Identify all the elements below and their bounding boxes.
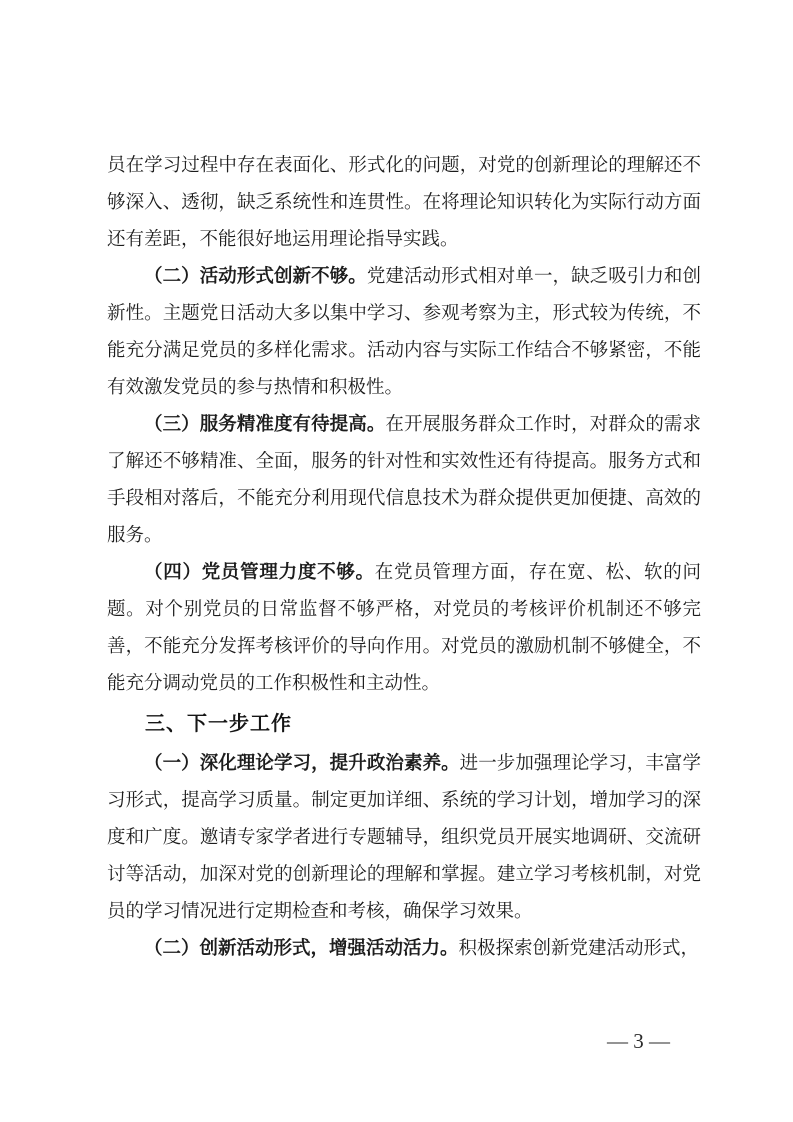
paragraph-next-step-2 [107, 931, 701, 968]
paragraph-lead: （四）党员管理力度不够。 [144, 563, 375, 583]
paragraph-text: 员在学习过程中存在表面化、形式化的问题，对党的创新理论的理解还不够深入、透彻，缺乏系统性和连贯性。在将理论知识转化为实际行动方面还有差距，不能很好地运用理论指导实践。 [107, 156, 701, 250]
paragraph-lead: （二）创新活动形式，增强活动活力。 [144, 939, 459, 959]
paragraph-issue-4 [107, 555, 701, 703]
paragraph-next-step-1 [107, 746, 701, 931]
paragraph-lead: （二）活动形式创新不够。 [144, 267, 367, 287]
paragraph-text: 积极探索创新党建活动形式， [458, 939, 700, 959]
paragraph-continuation [107, 148, 701, 259]
paragraph-text: 党建活动形式相对单一，缺乏吸引力和创新性。主题党日活动大多以集中学习、参观考察为主，形式较为传统，不能充分满足党员的多样化需求。活动内容与实际工作结合不够紧密，不能有效激发党员的参与热情和积极性。 [107, 267, 701, 398]
paragraph-issue-3 [107, 407, 701, 555]
page-number: — 3 — [607, 1029, 670, 1053]
paragraph-lead: （三）服务精准度有待提高。 [144, 415, 386, 435]
paragraph-text: 在开展服务群众工作时，对群众的需求了解还不够精准、全面，服务的针对性和实效性还有待提高。服务方式和手段相对落后，不能充分利用现代信息技术为群众提供更加便捷、高效的服务。 [107, 415, 701, 546]
paragraph-text: 在党员管理方面，存在宽、松、软的问题。对个别党员的日常监督不够严格，对党员的考核评价机制还不够完善，不能充分发挥考核评价的导向作用。对党员的激励机制不够健全，不能充分调动党员的工作积极性和主动性。 [107, 563, 701, 694]
paragraph-lead: （一）深化理论学习，提升政治素养。 [144, 754, 460, 774]
paragraph-issue-2 [107, 259, 701, 407]
paragraph-text: 进一步加强理论学习，丰富学习形式，提高学习质量。制定更加详细、系统的学习计划，增加学习的深度和广度。邀请专家学者进行专题辅导，组织党员开展实地调研、交流研讨等活动，加深对党的创新理论的理解和掌握。建立学习考核机制，对党员的学习情况进行定期检查和考核，确保学习效果。 [107, 754, 701, 922]
document-body [107, 148, 701, 968]
section-heading-next-steps: 三、下一步工作 [145, 713, 292, 735]
